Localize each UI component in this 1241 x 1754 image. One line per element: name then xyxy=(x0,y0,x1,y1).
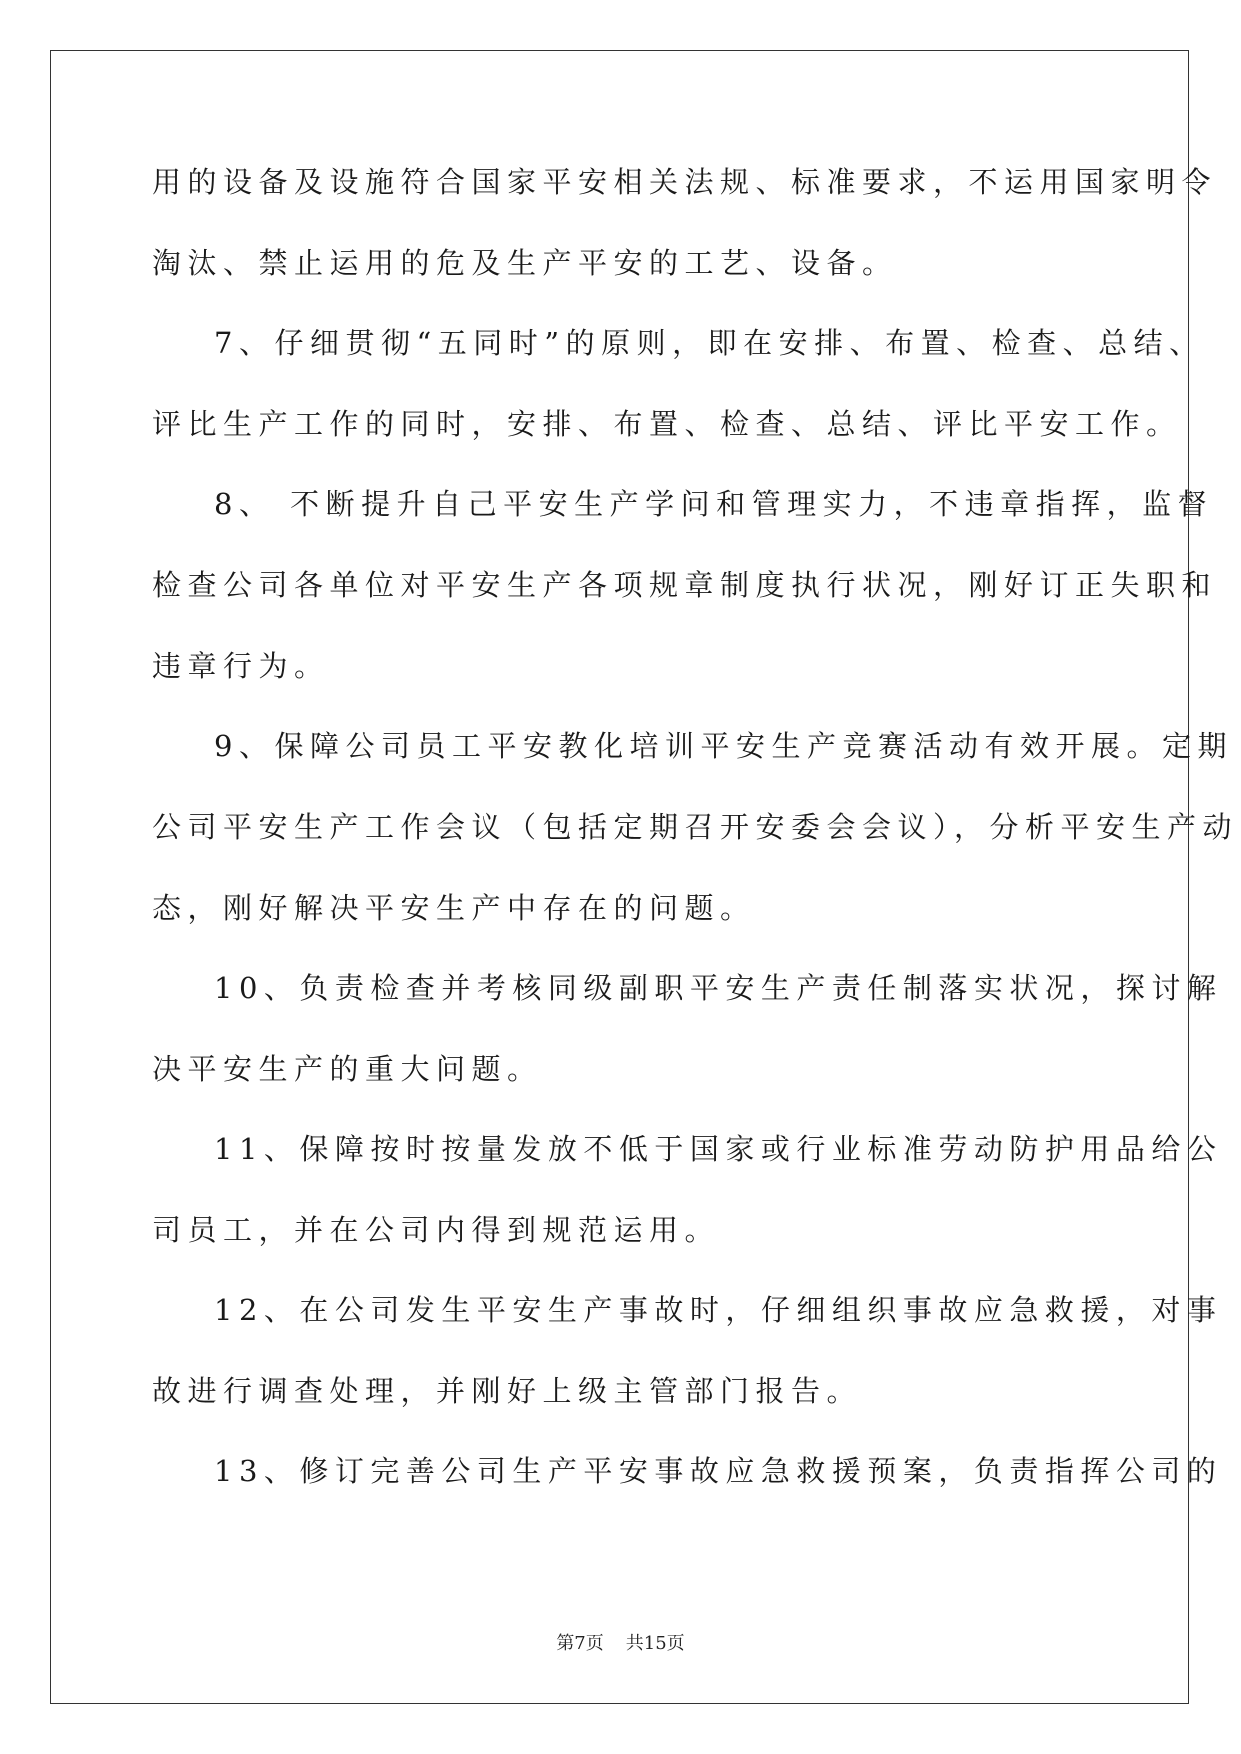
page-number: 第7页 xyxy=(556,1633,604,1654)
page-footer xyxy=(0,1629,1241,1655)
text-line: 公司平安生产工作会议（包括定期召开安委会会议），分析平安生产动 xyxy=(152,810,1239,844)
document-body xyxy=(152,160,1239,1493)
text-line: 评比生产工作的同时，安排、布置、检查、总结、评比平安工作。 xyxy=(152,407,1182,441)
text-line: 故进行调查处理，并刚好上级主管部门报告。 xyxy=(152,1374,863,1408)
text-line: 用的设备及设施符合国家平安相关法规、标准要求，不运用国家明令 xyxy=(152,165,1218,199)
paragraph-item-9: 9、保障公司员工平安教化培训平安生产竞赛活动有效开展。定期 xyxy=(214,729,1233,763)
paragraph-item-7: 7、仔细贯彻“五同时”的原则，即在安排、布置、检查、总结、 xyxy=(214,326,1205,360)
paragraph-item-13: 13、修订完善公司生产平安事故应急救援预案，负责指挥公司的 xyxy=(214,1454,1223,1488)
text-line: 违章行为。 xyxy=(152,649,330,683)
paragraph-item-12: 12、在公司发生平安生产事故时，仔细组织事故应急救援，对事 xyxy=(214,1293,1223,1327)
paragraph-item-8: 8、 不断提升自己平安生产学问和管理实力，不违章指挥，监督 xyxy=(214,487,1214,521)
text-line: 检查公司各单位对平安生产各项规章制度执行状况，刚好订正失职和 xyxy=(152,568,1218,602)
text-line: 淘汰、禁止运用的危及生产平安的工艺、设备。 xyxy=(152,246,898,280)
text-line: 态，刚好解决平安生产中存在的问题。 xyxy=(152,891,756,925)
paragraph-item-10: 10、负责检查并考核同级副职平安生产责任制落实状况，探讨解 xyxy=(214,971,1223,1005)
paragraph-item-11: 11、保障按时按量发放不低于国家或行业标准劳动防护用品给公 xyxy=(214,1132,1223,1166)
text-line: 司员工，并在公司内得到规范运用。 xyxy=(152,1213,721,1247)
text-line: 决平安生产的重大问题。 xyxy=(152,1052,543,1086)
page-total: 共15页 xyxy=(625,1633,685,1654)
